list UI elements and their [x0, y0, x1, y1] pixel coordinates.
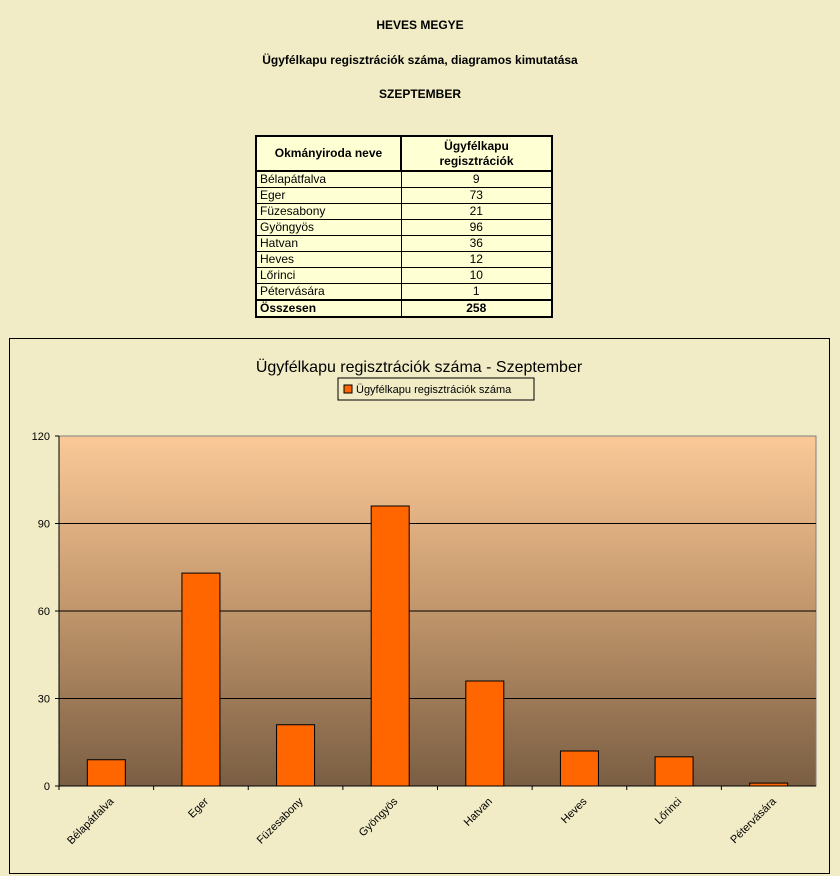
column-header-office: Okmányiroda neve: [256, 136, 401, 171]
x-tick-label: Bélapátfalva: [65, 795, 117, 847]
x-tick-label: Gyöngyös: [356, 795, 401, 840]
bar: [466, 681, 504, 786]
bar: [560, 751, 598, 786]
chart-title: Ügyfélkapu regisztrációk száma - Szeptember: [255, 359, 583, 376]
legend: [338, 378, 534, 400]
report-subtitle: Ügyfélkapu regisztrációk száma, diagramos kimutatása: [262, 53, 578, 67]
bar: [87, 760, 125, 786]
registration-count: 21: [401, 204, 552, 220]
x-axis-labels: [59, 786, 779, 847]
table-row: [256, 220, 552, 236]
x-tick-label: Lőrinci: [652, 795, 685, 828]
registration-count: 36: [401, 236, 552, 252]
registration-count: 1: [401, 284, 552, 301]
registration-count: 9: [401, 171, 552, 188]
bar-chart: [10, 339, 829, 873]
office-name: Pétervására: [256, 284, 401, 301]
table-row: [256, 188, 552, 204]
office-name: Lőrinci: [256, 268, 401, 284]
registration-count: 96: [401, 220, 552, 236]
registration-count: 73: [401, 188, 552, 204]
y-axis-ticks: [32, 431, 59, 793]
office-name: Eger: [256, 188, 401, 204]
office-name: Hatvan: [256, 236, 401, 252]
office-name: Füzesabony: [256, 204, 401, 220]
x-tick-label: Heves: [559, 795, 590, 827]
total-row: [256, 300, 552, 317]
column-header-registrations-line1: Ügyfélkapu: [444, 138, 509, 153]
y-tick-label: 90: [37, 518, 50, 531]
table-row: [256, 252, 552, 268]
table-row: [256, 204, 552, 220]
legend-label: Ügyfélkapu regisztrációk száma: [356, 384, 512, 396]
table-row: [256, 284, 552, 301]
x-tick-label: Hatvan: [461, 795, 495, 829]
column-header-registrations: [401, 136, 552, 171]
bar: [182, 573, 220, 786]
total-label: Összesen: [256, 300, 401, 317]
y-tick-label: 120: [31, 431, 50, 443]
x-tick-label: Pétervására: [728, 795, 779, 847]
office-name: Gyöngyös: [256, 220, 401, 236]
y-tick-label: 30: [37, 693, 50, 706]
x-tick-label: Füzesabony: [254, 795, 306, 847]
registration-count: 10: [401, 268, 552, 284]
y-tick-label: 60: [37, 606, 50, 618]
table-row: [256, 236, 552, 252]
office-name: Heves: [256, 252, 401, 268]
registration-count: 12: [401, 252, 552, 268]
summary-table: [255, 135, 553, 318]
bar: [371, 506, 409, 786]
total-value: 258: [401, 300, 552, 317]
chart-frame: [9, 338, 830, 874]
county-title: HEVES MEGYE: [376, 18, 464, 32]
office-name: Bélapátfalva: [256, 171, 401, 188]
x-tick-label: Eger: [186, 795, 212, 821]
y-tick-label: 0: [43, 781, 50, 793]
table-row: [256, 268, 552, 284]
bar: [277, 725, 315, 786]
legend-swatch: [344, 385, 352, 393]
table-row: [256, 171, 552, 188]
column-header-registrations-line2: regisztrációk: [439, 153, 514, 168]
table-header-row: [256, 136, 552, 171]
bar: [655, 757, 693, 786]
month-title: SZEPTEMBER: [378, 87, 461, 101]
